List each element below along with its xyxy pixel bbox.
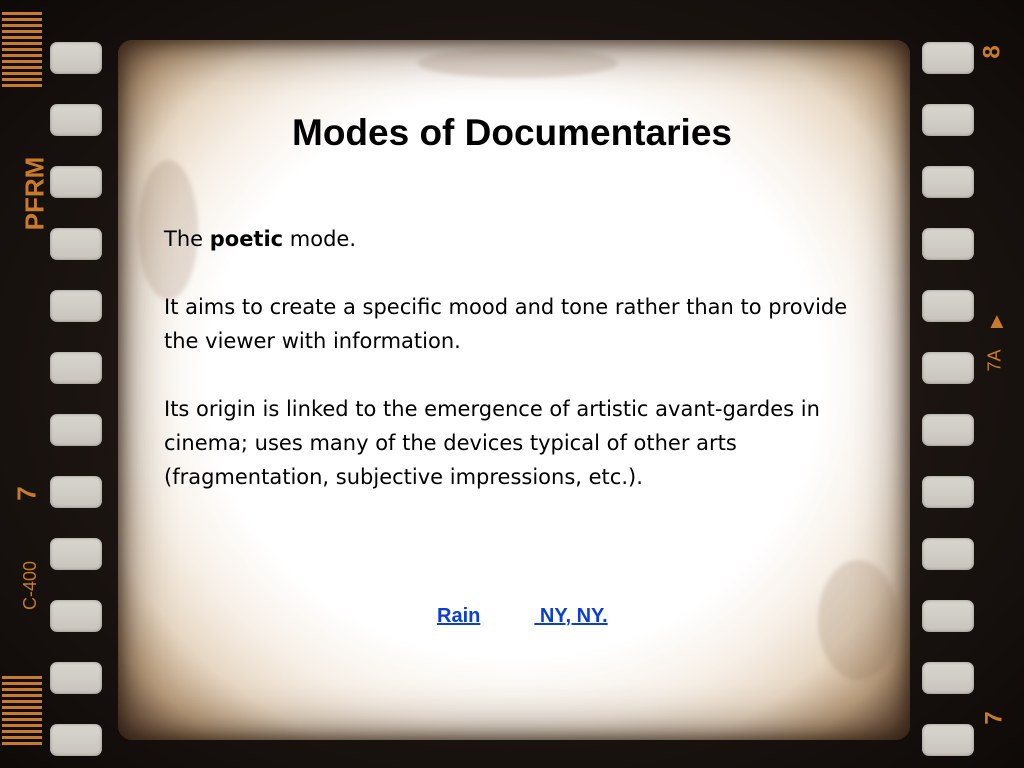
intro-prefix: The — [164, 227, 210, 251]
slide-body — [164, 222, 864, 528]
sprocket-hole — [50, 414, 102, 446]
film-brand-label: PFRM — [19, 156, 50, 231]
sprocket-hole — [922, 600, 974, 632]
film-frame-number-left: 7 — [11, 486, 42, 501]
paragraph-one: It aims to create a specific mood and tone rather than to provide the viewer with information. — [164, 295, 848, 353]
intro-bold-term: poetic — [209, 227, 284, 251]
sprocket-hole — [922, 414, 974, 446]
sprocket-hole — [922, 352, 974, 384]
sprocket-hole — [922, 538, 974, 570]
sprocket-hole — [50, 228, 102, 260]
paragraph-two: Its origin is linked to the emergence of artistic avant-gardes in cinema; uses many of the devices typical of other arts (fragmentation, subjective impressions, etc.). — [164, 397, 820, 489]
film-frame-code: 7A — [984, 349, 1005, 372]
sprocket-hole — [922, 476, 974, 508]
video-links — [437, 605, 608, 628]
paper-stain — [818, 560, 898, 680]
film-frame-number-bottom: 7 — [980, 711, 1008, 725]
paper-stain — [418, 48, 618, 78]
sprocket-hole — [50, 662, 102, 694]
sprocket-hole — [50, 166, 102, 198]
sprocket-hole — [50, 352, 102, 384]
sprocket-hole — [922, 724, 974, 756]
intro-suffix: mode. — [283, 227, 357, 251]
rain-link[interactable]: Rain — [437, 605, 481, 627]
sprocket-hole — [922, 228, 974, 260]
edge-barcode-bottom — [2, 676, 42, 748]
edge-barcode-top — [2, 12, 42, 90]
film-frame-number-top: 8 — [978, 45, 1006, 59]
sprocket-hole — [50, 600, 102, 632]
sprocket-hole — [50, 476, 102, 508]
sprocket-hole — [922, 166, 974, 198]
sprocket-hole — [50, 538, 102, 570]
sprocket-hole — [922, 662, 974, 694]
sprocket-hole — [922, 290, 974, 322]
arrow-up-icon: ▲ — [986, 308, 1008, 333]
sprocket-hole — [50, 42, 102, 74]
intro-line — [164, 222, 864, 256]
sprocket-hole — [50, 290, 102, 322]
slide-title: Modes of Documentaries — [292, 112, 732, 153]
ny-ny-link[interactable]: NY, NY. — [534, 605, 608, 627]
film-stock-label: C-400 — [20, 560, 41, 611]
sprocket-hole — [922, 42, 974, 74]
sprocket-hole — [50, 724, 102, 756]
